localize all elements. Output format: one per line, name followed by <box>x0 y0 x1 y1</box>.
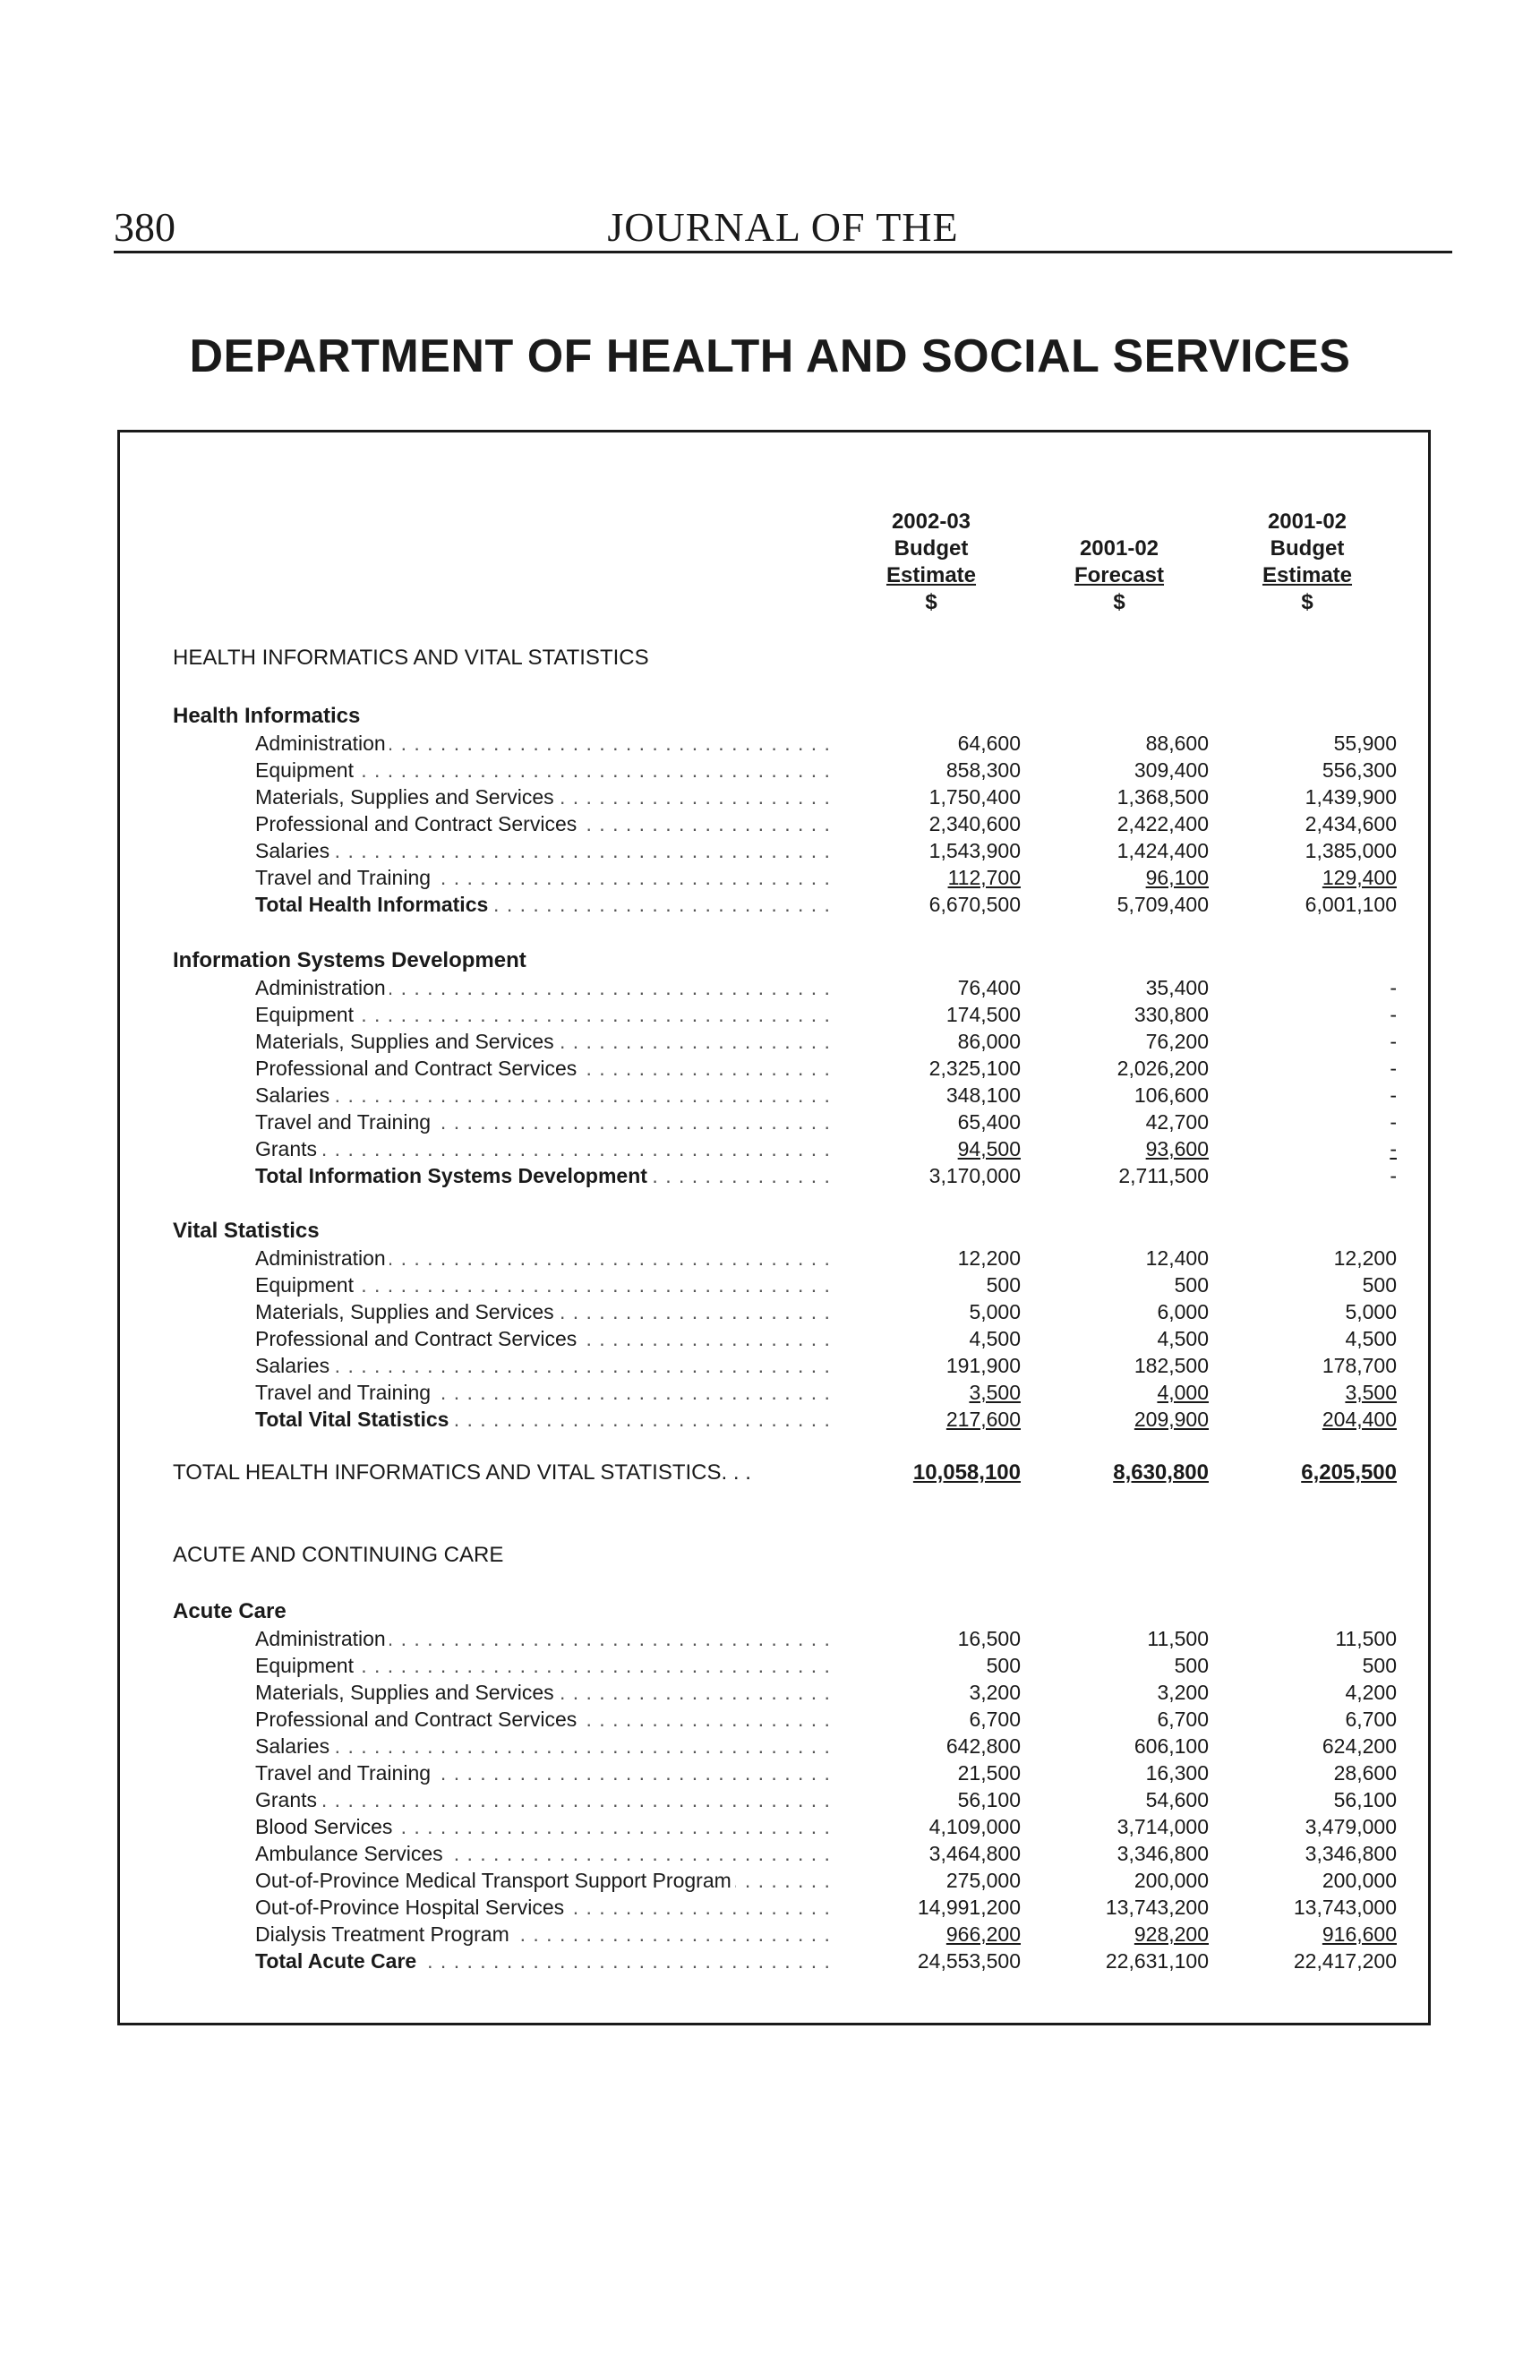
grand-total-2001-02-forecast: 8,630,800 <box>1113 1460 1209 1485</box>
row-label <box>255 1379 828 1406</box>
subtotal-2001-02-estimate: 204,400 <box>1322 1408 1397 1431</box>
row-label-text: Materials, Supplies and Services <box>255 1300 558 1323</box>
value-2001-02-forecast: 500 <box>1174 1654 1209 1677</box>
row-label-text: Professional and Contract Services <box>255 1708 580 1731</box>
value-2001-02-estimate: - <box>1390 1057 1397 1080</box>
value-2001-02-estimate: - <box>1390 1083 1397 1107</box>
row-label <box>255 1840 828 1867</box>
subsection-title: Vital Statistics <box>173 1219 320 1243</box>
subtotal-label-text: Total Vital Statistics <box>255 1408 452 1431</box>
subtotal-label <box>255 1948 828 1974</box>
subtotal-2001-02-estimate: 22,417,200 <box>1293 1949 1397 1973</box>
table-row <box>0 1245 1540 1271</box>
value-2002-03-estimate: 2,340,600 <box>928 812 1021 835</box>
subsection-header-row <box>0 947 1540 974</box>
subsection-header-row <box>0 1598 1540 1625</box>
value-2001-02-forecast: 12,400 <box>1145 1246 1209 1270</box>
grand-total-row <box>0 1460 1540 1486</box>
column-header-2001-02-budget-estimate <box>1200 509 1415 616</box>
column-header-line: Forecast <box>1074 563 1165 587</box>
row-label <box>255 1352 828 1379</box>
subtotal-2002-03-estimate: 6,670,500 <box>928 893 1021 916</box>
value-2002-03-estimate: 275,000 <box>945 1869 1021 1892</box>
row-label <box>255 1325 828 1352</box>
value-2001-02-estimate: 3,479,000 <box>1305 1815 1397 1838</box>
row-label-text: Professional and Contract Services <box>255 812 580 835</box>
value-2002-03-estimate: 65,400 <box>957 1110 1021 1134</box>
row-label <box>255 1867 828 1894</box>
value-2002-03-estimate: 12,200 <box>957 1246 1021 1270</box>
table-row <box>0 1759 1540 1786</box>
value-2001-02-estimate: 56,100 <box>1333 1788 1397 1811</box>
column-header-unit: $ <box>925 590 937 614</box>
table-row <box>0 1867 1540 1894</box>
grand-total-2002-03-estimate: 10,058,100 <box>912 1460 1021 1485</box>
row-label-text: Travel and Training <box>255 866 434 889</box>
value-2001-02-forecast: 35,400 <box>1145 976 1209 999</box>
value-2001-02-forecast: 330,800 <box>1134 1003 1209 1026</box>
subsection-title: Health Informatics <box>173 704 361 728</box>
subtotal-2001-02-forecast: 5,709,400 <box>1116 893 1209 916</box>
page-number: 380 <box>114 204 175 250</box>
value-2002-03-estimate: 16,500 <box>957 1627 1021 1650</box>
subsection-title: Acute Care <box>173 1599 287 1623</box>
row-label <box>255 1082 828 1109</box>
table-row <box>0 864 1540 891</box>
value-2002-03-estimate: 76,400 <box>957 976 1021 999</box>
value-2001-02-forecast: 4,000 <box>1157 1381 1209 1404</box>
row-label-text: Out-of-Province Hospital Services <box>255 1896 568 1919</box>
table-row <box>0 1921 1540 1948</box>
subtotal-label <box>255 891 828 918</box>
row-label <box>255 1028 828 1055</box>
value-2001-02-estimate: - <box>1390 1110 1397 1134</box>
value-2001-02-forecast: 2,422,400 <box>1116 812 1209 835</box>
column-header-unit: $ <box>1113 590 1125 614</box>
value-2001-02-estimate: 178,700 <box>1322 1354 1397 1377</box>
subtotal-label-text: Total Acute Care <box>255 1949 420 1973</box>
table-row <box>0 1733 1540 1759</box>
row-label <box>255 1706 828 1733</box>
value-2002-03-estimate: 348,100 <box>945 1083 1021 1107</box>
row-label-text: Administration <box>255 732 389 755</box>
row-label-text: Grants <box>255 1137 321 1160</box>
column-header-unit: $ <box>1301 590 1313 614</box>
value-2002-03-estimate: 21,500 <box>957 1761 1021 1785</box>
value-2001-02-estimate: 1,385,000 <box>1305 839 1397 862</box>
value-2001-02-forecast: 6,700 <box>1157 1708 1209 1731</box>
table-row <box>0 1894 1540 1921</box>
value-2001-02-forecast: 11,500 <box>1147 1627 1209 1650</box>
row-label <box>255 837 828 864</box>
value-2002-03-estimate: 112,700 <box>947 866 1021 889</box>
value-2001-02-forecast: 309,400 <box>1134 758 1209 782</box>
table-row <box>0 783 1540 810</box>
column-header-2001-02-forecast <box>1012 509 1227 616</box>
value-2001-02-forecast: 1,368,500 <box>1116 785 1209 809</box>
table-row <box>0 1271 1540 1298</box>
table-row <box>0 1325 1540 1352</box>
subsection-title: Information Systems Development <box>173 948 526 972</box>
row-label <box>255 783 828 810</box>
value-2002-03-estimate: 174,500 <box>945 1003 1021 1026</box>
subsection-header-row <box>0 703 1540 730</box>
section-header-row <box>0 645 1540 672</box>
table-row <box>0 1001 1540 1028</box>
subtotal-row <box>0 1406 1540 1433</box>
table-row <box>0 1135 1540 1162</box>
value-2001-02-estimate: - <box>1390 1137 1397 1160</box>
grand-total-label: TOTAL HEALTH INFORMATICS AND VITAL STATISTICS. . . <box>173 1460 751 1485</box>
row-label <box>255 1001 828 1028</box>
row-label-text: Administration <box>255 1627 389 1650</box>
subtotal-2001-02-forecast: 2,711,500 <box>1118 1164 1209 1187</box>
table-row <box>0 1652 1540 1679</box>
subtotal-2001-02-forecast: 22,631,100 <box>1105 1949 1209 1973</box>
column-header-line: Estimate <box>886 563 977 587</box>
table-row <box>0 1352 1540 1379</box>
value-2001-02-estimate: 4,200 <box>1345 1681 1397 1704</box>
value-2001-02-estimate: 200,000 <box>1322 1869 1397 1892</box>
table-row <box>0 1706 1540 1733</box>
value-2001-02-forecast: 200,000 <box>1134 1869 1209 1892</box>
table-row <box>0 757 1540 783</box>
value-2002-03-estimate: 1,750,400 <box>928 785 1021 809</box>
row-label-text: Salaries <box>255 1734 333 1758</box>
value-2001-02-estimate: - <box>1390 1030 1397 1053</box>
value-2002-03-estimate: 642,800 <box>945 1734 1021 1758</box>
value-2001-02-forecast: 4,500 <box>1157 1327 1209 1350</box>
row-label <box>255 1625 828 1652</box>
table-row <box>0 1298 1540 1325</box>
row-label-text: Equipment <box>255 1654 357 1677</box>
row-label-text: Equipment <box>255 1003 357 1026</box>
value-2002-03-estimate: 5,000 <box>969 1300 1021 1323</box>
row-label-text: Equipment <box>255 1273 357 1297</box>
row-label <box>255 1109 828 1135</box>
table-row <box>0 810 1540 837</box>
row-label-text: Materials, Supplies and Services <box>255 785 558 809</box>
table-row <box>0 1840 1540 1867</box>
value-2001-02-estimate: 28,600 <box>1333 1761 1397 1785</box>
page-header <box>114 201 1452 253</box>
column-header-line: 2001-02 <box>1079 536 1159 561</box>
subtotal-label <box>255 1162 828 1189</box>
row-label-text: Salaries <box>255 1354 333 1377</box>
row-label <box>255 1245 828 1271</box>
subsection-header-row <box>0 1218 1540 1245</box>
value-2001-02-estimate: 3,500 <box>1345 1381 1397 1404</box>
row-label-text: Travel and Training <box>255 1110 434 1134</box>
row-label-text: Materials, Supplies and Services <box>255 1681 558 1704</box>
section-header-row <box>0 1542 1540 1569</box>
subtotal-row <box>0 1948 1540 1974</box>
row-label <box>255 1271 828 1298</box>
value-2002-03-estimate: 56,100 <box>957 1788 1021 1811</box>
table-row <box>0 1055 1540 1082</box>
value-2002-03-estimate: 500 <box>986 1273 1021 1297</box>
subtotal-row <box>0 891 1540 918</box>
row-label-text: Administration <box>255 1246 389 1270</box>
subtotal-label-text: Total Information Systems Development <box>255 1164 651 1187</box>
table-row <box>0 1679 1540 1706</box>
row-label-text: Professional and Contract Services <box>255 1057 580 1080</box>
column-header-line: Estimate <box>1262 563 1353 587</box>
table-row <box>0 1109 1540 1135</box>
subtotal-row <box>0 1162 1540 1189</box>
value-2002-03-estimate: 2,325,100 <box>928 1057 1021 1080</box>
value-2001-02-estimate: 11,500 <box>1335 1627 1397 1650</box>
section-title: HEALTH INFORMATICS AND VITAL STATISTICS <box>173 646 649 670</box>
value-2001-02-estimate: 4,500 <box>1345 1327 1397 1350</box>
row-label-text: Blood Services <box>255 1815 396 1838</box>
column-header-line <box>1012 509 1227 535</box>
value-2001-02-estimate: 1,439,900 <box>1305 785 1397 809</box>
value-2001-02-forecast: 3,346,800 <box>1116 1842 1209 1865</box>
value-2001-02-estimate: 916,600 <box>1322 1922 1397 1946</box>
value-2001-02-estimate: 12,200 <box>1333 1246 1397 1270</box>
value-2001-02-forecast: 88,600 <box>1145 732 1209 755</box>
row-label <box>255 810 828 837</box>
value-2001-02-forecast: 182,500 <box>1134 1354 1209 1377</box>
value-2002-03-estimate: 94,500 <box>957 1137 1021 1160</box>
subtotal-2001-02-forecast: 209,900 <box>1134 1408 1209 1431</box>
row-label-text: Grants <box>255 1788 321 1811</box>
row-label <box>255 1786 828 1813</box>
value-2001-02-estimate: 556,300 <box>1322 758 1397 782</box>
section-title: ACUTE AND CONTINUING CARE <box>173 1543 504 1567</box>
column-header-2002-03-budget-estimate <box>824 509 1039 616</box>
subtotal-label <box>255 1406 828 1433</box>
row-label-text: Dialysis Treatment Program <box>255 1922 513 1946</box>
row-label-text: Salaries <box>255 839 333 862</box>
value-2001-02-forecast: 3,714,000 <box>1116 1815 1209 1838</box>
value-2001-02-estimate: 5,000 <box>1345 1300 1397 1323</box>
column-header-line: Budget <box>894 536 969 561</box>
table-row <box>0 1028 1540 1055</box>
column-header-line: 2002-03 <box>891 509 971 534</box>
row-label-text: Ambulance Services <box>255 1842 447 1865</box>
value-2001-02-forecast: 606,100 <box>1134 1734 1209 1758</box>
value-2002-03-estimate: 858,300 <box>945 758 1021 782</box>
value-2001-02-estimate: 6,700 <box>1345 1708 1397 1731</box>
table-row <box>0 974 1540 1001</box>
value-2002-03-estimate: 966,200 <box>945 1922 1021 1946</box>
row-label-text: Travel and Training <box>255 1381 434 1404</box>
value-2002-03-estimate: 500 <box>986 1654 1021 1677</box>
row-label-text: Travel and Training <box>255 1761 434 1785</box>
row-label <box>255 864 828 891</box>
value-2002-03-estimate: 14,991,200 <box>917 1896 1021 1919</box>
table-row <box>0 730 1540 757</box>
row-label <box>255 1055 828 1082</box>
value-2001-02-estimate: 2,434,600 <box>1305 812 1397 835</box>
value-2001-02-forecast: 500 <box>1174 1273 1209 1297</box>
value-2002-03-estimate: 191,900 <box>945 1354 1021 1377</box>
value-2002-03-estimate: 3,200 <box>969 1681 1021 1704</box>
row-label <box>255 1135 828 1162</box>
row-label <box>255 730 828 757</box>
value-2001-02-forecast: 2,026,200 <box>1116 1057 1209 1080</box>
value-2001-02-forecast: 1,424,400 <box>1116 839 1209 862</box>
value-2002-03-estimate: 64,600 <box>957 732 1021 755</box>
subtotal-2001-02-estimate: 6,001,100 <box>1305 893 1397 916</box>
row-label <box>255 1679 828 1706</box>
value-2002-03-estimate: 86,000 <box>957 1030 1021 1053</box>
table-row <box>0 1625 1540 1652</box>
row-label <box>255 974 828 1001</box>
table-row <box>0 1082 1540 1109</box>
value-2001-02-forecast: 13,743,200 <box>1105 1896 1209 1919</box>
value-2001-02-forecast: 96,100 <box>1145 866 1209 889</box>
value-2001-02-forecast: 93,600 <box>1145 1137 1209 1160</box>
value-2002-03-estimate: 3,500 <box>969 1381 1021 1404</box>
value-2001-02-estimate: 13,743,000 <box>1293 1896 1397 1919</box>
value-2001-02-forecast: 928,200 <box>1134 1922 1209 1946</box>
subtotal-2001-02-estimate: - <box>1390 1164 1397 1187</box>
row-label-text: Administration <box>255 976 389 999</box>
row-label <box>255 1733 828 1759</box>
running-head: JOURNAL OF THE <box>607 204 959 250</box>
subtotal-label-text: Total Health Informatics <box>255 893 492 916</box>
row-label-text: Salaries <box>255 1083 333 1107</box>
value-2002-03-estimate: 4,500 <box>969 1327 1021 1350</box>
table-row <box>0 1379 1540 1406</box>
value-2001-02-estimate: - <box>1390 976 1397 999</box>
column-header-line: 2001-02 <box>1267 509 1348 534</box>
value-2002-03-estimate: 6,700 <box>969 1708 1021 1731</box>
row-label <box>255 1894 828 1921</box>
value-2001-02-estimate: - <box>1390 1003 1397 1026</box>
table-row <box>0 1813 1540 1840</box>
subtotal-2002-03-estimate: 3,170,000 <box>928 1164 1021 1187</box>
value-2001-02-estimate: 500 <box>1362 1273 1397 1297</box>
row-label <box>255 1921 828 1948</box>
row-label <box>255 1759 828 1786</box>
value-2001-02-estimate: 624,200 <box>1322 1734 1397 1758</box>
subtotal-2002-03-estimate: 24,553,500 <box>917 1949 1021 1973</box>
value-2001-02-estimate: 500 <box>1362 1654 1397 1677</box>
row-label-text: Equipment <box>255 758 357 782</box>
grand-total-2001-02-estimate: 6,205,500 <box>1301 1460 1397 1485</box>
value-2001-02-forecast: 54,600 <box>1145 1788 1209 1811</box>
row-label <box>255 1652 828 1679</box>
row-label-text: Professional and Contract Services <box>255 1327 580 1350</box>
value-2001-02-forecast: 76,200 <box>1145 1030 1209 1053</box>
page-title: DEPARTMENT OF HEALTH AND SOCIAL SERVICES <box>189 330 1351 382</box>
value-2002-03-estimate: 3,464,800 <box>928 1842 1021 1865</box>
value-2001-02-forecast: 3,200 <box>1157 1681 1209 1704</box>
value-2002-03-estimate: 1,543,900 <box>928 839 1021 862</box>
value-2001-02-forecast: 106,600 <box>1134 1083 1209 1107</box>
value-2002-03-estimate: 4,109,000 <box>928 1815 1021 1838</box>
value-2001-02-forecast: 16,300 <box>1145 1761 1209 1785</box>
value-2001-02-estimate: 129,400 <box>1322 866 1397 889</box>
value-2001-02-estimate: 3,346,800 <box>1305 1842 1397 1865</box>
row-label <box>255 1813 828 1840</box>
value-2001-02-forecast: 42,700 <box>1145 1110 1209 1134</box>
value-2001-02-estimate: 55,900 <box>1333 732 1397 755</box>
row-label-text: Out-of-Province Medical Transport Support Program <box>255 1869 735 1892</box>
row-label-text: Materials, Supplies and Services <box>255 1030 558 1053</box>
value-2001-02-forecast: 6,000 <box>1157 1300 1209 1323</box>
subtotal-2002-03-estimate: 217,600 <box>945 1408 1021 1431</box>
table-row <box>0 837 1540 864</box>
row-label <box>255 1298 828 1325</box>
table-row <box>0 1786 1540 1813</box>
column-header-line: Budget <box>1270 536 1345 561</box>
row-label <box>255 757 828 783</box>
